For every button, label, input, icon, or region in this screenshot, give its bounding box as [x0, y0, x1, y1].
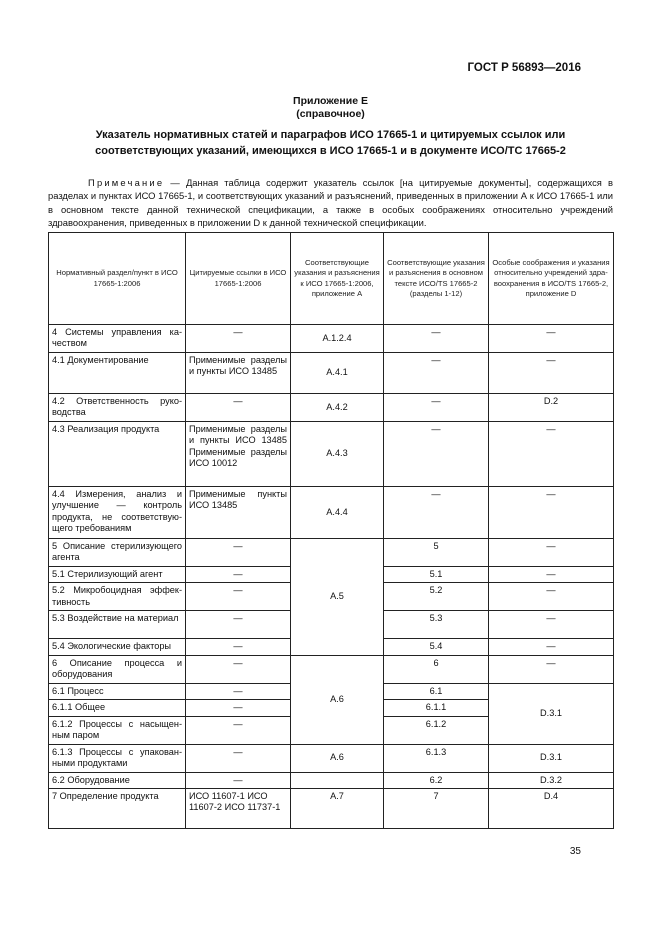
refs-cell: —	[186, 683, 291, 699]
annex-d-cell: —	[489, 487, 614, 539]
column-header: Нормативный раздел/пункт в ИСО 17665-1:2006	[49, 233, 186, 325]
main-text-cell: 6.1.1	[384, 700, 489, 716]
refs-cell: —	[186, 700, 291, 716]
refs-cell: —	[186, 325, 291, 353]
main-text-cell: 5	[384, 539, 489, 567]
annex-a-cell	[291, 772, 384, 788]
refs-cell: —	[186, 639, 291, 655]
column-header: Соответствующие указания и разъяснения в основном тексте ИСО/TS 17665-2 (разделы 1-12)	[384, 233, 489, 325]
note-label: Примечание	[88, 177, 165, 188]
refs-cell: —	[186, 772, 291, 788]
column-header: Соответствующие указания и разъяснения к ИСО 17665-1:2006, приложение А	[291, 233, 384, 325]
table-row	[49, 487, 614, 539]
refs-cell: Применимые разделы и пункты ИСО 13485 Применимые разделы ИСО 10012	[186, 422, 291, 487]
section-cell: 5.2 Микробоцидная эффективность	[49, 583, 186, 611]
section-cell: 5.1 Стерилизующий агент	[49, 567, 186, 583]
section-cell: 6.1.3 Процессы с упакованными продуктами	[49, 744, 186, 772]
main-text-cell: —	[384, 325, 489, 353]
annex-d-cell: —	[489, 422, 614, 487]
annex-a-cell: А.5	[291, 539, 384, 656]
annex-a-cell: А.6	[291, 744, 384, 772]
refs-cell: Применимые разделы и пункты ИСО 13485	[186, 353, 291, 394]
main-text-cell: —	[384, 353, 489, 394]
section-cell: 6.2 Оборудование	[49, 772, 186, 788]
refs-cell: —	[186, 744, 291, 772]
table-row	[49, 394, 614, 422]
annex-d-cell: —	[489, 639, 614, 655]
main-text-cell: 5.2	[384, 583, 489, 611]
section-cell: 4.2 Ответственность руководства	[49, 394, 186, 422]
table-row	[49, 353, 614, 394]
main-text-cell: 7	[384, 789, 489, 829]
refs-cell: —	[186, 655, 291, 683]
annex-d-cell: D.3.1	[489, 744, 614, 772]
refs-cell: —	[186, 539, 291, 567]
section-cell: 4.3 Реализация продукта	[49, 422, 186, 487]
section-cell: 4 Системы управления качеством	[49, 325, 186, 353]
annex-d-cell: —	[489, 611, 614, 639]
annex-d-cell: —	[489, 655, 614, 683]
table-row	[49, 772, 614, 788]
table-row	[49, 789, 614, 829]
reference-index-table	[48, 232, 614, 829]
appendix-subtitle: (справочное)	[296, 108, 365, 120]
refs-cell: —	[186, 611, 291, 639]
column-header: Цитируемые ссылки в ИСО 17665-1:2006	[186, 233, 291, 325]
section-cell: 5.4 Экологические факторы	[49, 639, 186, 655]
main-text-cell: 6.2	[384, 772, 489, 788]
document-title: Указатель нормативных статей и параграфов ИСО 17665-1 и цитируемых ссылок или соответствующих указаний, имеющихся в ИСО 17665-1 и в документе ИСО/ТС 17665-2	[95, 129, 566, 157]
main-text-cell: 6.1.2	[384, 716, 489, 744]
main-text-cell: 5.4	[384, 639, 489, 655]
annex-d-cell: —	[489, 567, 614, 583]
section-cell: 7 Определение продукта	[49, 789, 186, 829]
table-row	[49, 422, 614, 487]
annex-d-cell: —	[489, 353, 614, 394]
annex-d-cell: D.4	[489, 789, 614, 829]
table-row	[49, 325, 614, 353]
table-row	[49, 744, 614, 772]
refs-cell: Применимые пункты ИСО 13485	[186, 487, 291, 539]
section-cell: 5 Описание стерилизующего агента	[49, 539, 186, 567]
main-text-cell: 5.3	[384, 611, 489, 639]
appendix-title: Приложение Е	[293, 95, 368, 107]
section-cell: 6 Описание процесса и оборудования	[49, 655, 186, 683]
annex-d-cell: D.3.1	[489, 683, 614, 744]
section-cell: 6.1 Процесс	[49, 683, 186, 699]
annex-d-cell: D.3.2	[489, 772, 614, 788]
section-cell: 4.1 Документирование	[49, 353, 186, 394]
main-text-cell: —	[384, 487, 489, 539]
annex-a-cell: А.4.3	[291, 422, 384, 487]
main-text-cell: —	[384, 422, 489, 487]
refs-cell: —	[186, 583, 291, 611]
standard-number: ГОСТ Р 56893—2016	[467, 62, 581, 74]
annex-a-cell: А.4.1	[291, 353, 384, 394]
table-header-row	[49, 233, 614, 325]
refs-cell: ИСО 11607-1 ИСО 11607-2 ИСО 11737-1	[186, 789, 291, 829]
section-cell: 6.1.2 Процессы с насыщенным паром	[49, 716, 186, 744]
table-row	[49, 539, 614, 567]
refs-cell: —	[186, 567, 291, 583]
annex-d-cell: —	[489, 539, 614, 567]
annex-d-cell: D.2	[489, 394, 614, 422]
annex-a-cell: А.4.4	[291, 487, 384, 539]
main-text-cell: —	[384, 394, 489, 422]
note-text: — Данная таблица содержит указатель ссылок [на цитируемые документы], содержащихся в разделах и пунктах ИСО 17665-1, и соответствующих указаний и разъяснений, приведенных в приложении А к ИСО 17665-1 или в основном тексте данной технической спецификации, а также в особых соображениях относительно учреждений здравоохранения, приведенных в приложении D к данной технической спецификации.	[48, 177, 613, 228]
annex-a-cell: А.6	[291, 655, 384, 744]
table-row	[49, 655, 614, 683]
section-cell: 4.4 Измерения, анализ и улучшение — контроль продукта, не соответствующего требованиям	[49, 487, 186, 539]
annex-d-cell: —	[489, 325, 614, 353]
main-text-cell: 5.1	[384, 567, 489, 583]
annex-d-cell: —	[489, 583, 614, 611]
annex-a-cell: А.4.2	[291, 394, 384, 422]
page-number: 35	[569, 846, 581, 857]
annex-a-cell: А.7	[291, 789, 384, 829]
main-text-cell: 6	[384, 655, 489, 683]
section-cell: 5.3 Воздействие на материал	[49, 611, 186, 639]
note-paragraph	[48, 176, 613, 229]
refs-cell: —	[186, 394, 291, 422]
main-text-cell: 6.1.3	[384, 744, 489, 772]
main-text-cell: 6.1	[384, 683, 489, 699]
refs-cell: —	[186, 716, 291, 744]
annex-a-cell: А.1.2.4	[291, 325, 384, 353]
section-cell: 6.1.1 Общее	[49, 700, 186, 716]
column-header: Особые соображения и указания относительно учреждений здравоохранения в ИСО/TS 17665-2, приложение D	[489, 233, 614, 325]
